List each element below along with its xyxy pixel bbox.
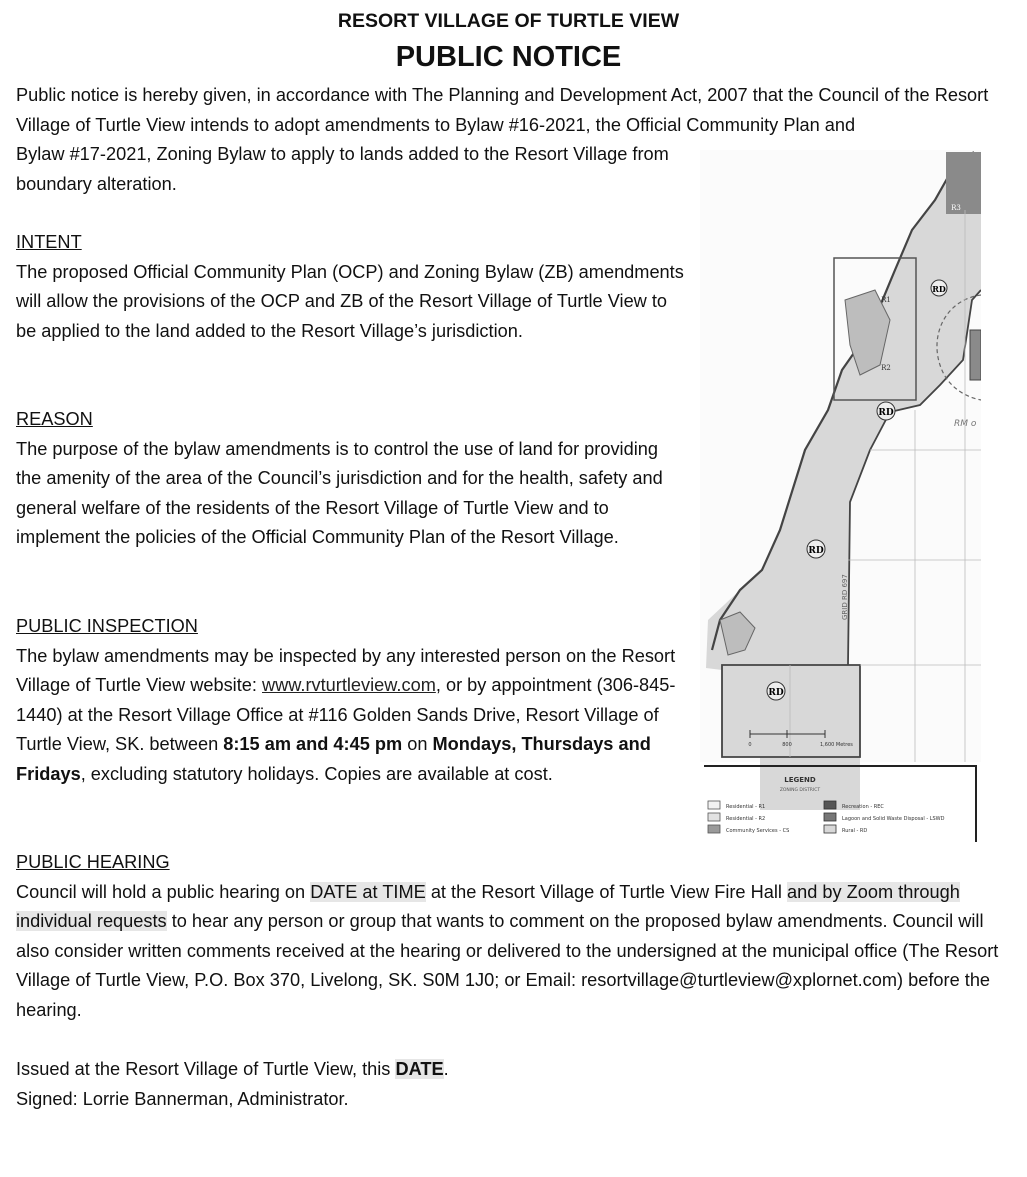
organization-name: RESORT VILLAGE OF TURTLE VIEW	[337, 10, 680, 32]
legend-subtitle: ZONING DISTRICT	[779, 788, 821, 793]
hearing-text-2: at the Resort Village of Turtle View Fire Hall	[425, 881, 787, 902]
reason-body: The purpose of the bylaw amendments is to control the use of land for providing the amenity of the area of the Council’s jurisdiction and for the health, safety and general welfare of the residents of the Resort Village of Turtle View and to implement the policies of the Official Community Plan of the Resort Village.	[16, 438, 663, 548]
svg-text:0: 0	[748, 742, 752, 748]
zone-label-r2: R2	[881, 364, 891, 372]
svg-text:RD: RD	[932, 284, 946, 294]
legend-item-6: Rural - RD	[842, 828, 868, 834]
zone-label-r1: R1	[881, 296, 891, 304]
zone-label-rd-1	[877, 402, 895, 420]
inspection-text-4: , excluding statutory holidays. Copies are available at cost.	[80, 763, 553, 784]
inspection-text-2: , or by appointment (306-845-1440) at the Resort Village Office at #116 Golden Sands Drive, Resort Village of Turtle View, SK. between	[16, 675, 676, 755]
signed-line: Signed: Lorrie Bannerman, Administrator.	[16, 1088, 349, 1109]
hearing-heading: PUBLIC HEARING	[16, 852, 170, 872]
hearing-date-time: DATE at TIME	[310, 881, 426, 902]
rm-label: RM o	[954, 419, 977, 429]
issued-period: .	[443, 1059, 449, 1079]
issued-date: DATE	[395, 1059, 444, 1079]
legend-title: LEGEND	[784, 776, 816, 784]
lswd-zone	[970, 330, 981, 380]
intro-paragraph-1: Public notice is hereby given, in accordance with The Planning and Development Act, 2007 that the Council of the Resort Village of Turtle View intends to adopt amendments to Bylaw #16-2021, the Official Community Plan and	[16, 85, 989, 135]
legend-item-2: Residential - R2	[726, 816, 766, 822]
hearing-body	[16, 878, 1001, 1026]
zone-label-rd-3	[767, 682, 785, 700]
legend-item-3: Community Services - CS	[726, 828, 790, 834]
reason-section	[16, 405, 684, 553]
intro-paragraph-2: Bylaw #17-2021, Zoning Bylaw to apply to lands added to the Resort Village from boundary alteration.	[16, 144, 669, 194]
zone-label-r3: R3	[951, 204, 961, 212]
inspection-body	[16, 642, 684, 790]
inspection-text-1: The bylaw amendments may be inspected by any interested person on the Resort Village of Turtle View website:	[16, 645, 676, 696]
intent-section	[16, 228, 684, 346]
website-link[interactable]: www.rvturtleview.com	[262, 675, 436, 696]
zone-label-rd-2	[807, 540, 825, 558]
inspection-text-3: on	[402, 734, 433, 755]
hearing-text-3: to hear any person or group that wants to comment on the proposed bylaw amendments. Council will also consider written comments received at the hearing or delivered to the undersigned at the municipal office (The Resort Village of Turtle View, P.O. Box 370, Livelong, SK. S0M 1J0; or Email: resortvillage@turtleview@xplornet.com) before the hearing.	[16, 911, 999, 1020]
road-label: GRID RD 697	[841, 574, 849, 620]
hearing-section	[16, 848, 1001, 1026]
issued-line	[16, 1055, 1001, 1085]
zoning-map	[700, 150, 981, 842]
svg-text:800: 800	[782, 742, 792, 748]
inspection-heading: PUBLIC INSPECTION	[16, 616, 198, 636]
svg-text:RD: RD	[808, 546, 824, 556]
intent-body: The proposed Official Community Plan (OCP) and Zoning Bylaw (ZB) amendments will allow the provisions of the OCP and ZB of the Resort Village of Turtle View to be applied to the land added to the Resort Village’s jurisdiction.	[16, 261, 684, 341]
hearing-text-1: Council will hold a public hearing on	[16, 881, 311, 902]
office-hours: 8:15 am and 4:45 pm	[223, 734, 403, 755]
page-title: PUBLIC NOTICE	[395, 41, 622, 73]
closing-section	[16, 1055, 1001, 1114]
legend-item-1: Residential - R1	[726, 804, 766, 810]
svg-text:1,600 Metres: 1,600 Metres	[820, 742, 853, 748]
zone-label-rd-4	[931, 280, 947, 296]
svg-text:RD: RD	[768, 688, 784, 698]
inspection-section	[16, 612, 684, 790]
issued-text: Issued at the Resort Village of Turtle View, this	[16, 1059, 396, 1079]
zoom-note: and by Zoom through individual requests	[16, 881, 960, 932]
office-days: Mondays, Thursdays and Fridays	[16, 734, 651, 784]
legend-item-5: Lagoon and Solid Waste Disposal - LSWD	[842, 816, 945, 822]
legend-item-4: Recreation - REC	[842, 804, 884, 810]
svg-text:RD: RD	[878, 408, 894, 418]
reason-heading: REASON	[16, 409, 93, 429]
intent-heading: INTENT	[16, 232, 82, 252]
